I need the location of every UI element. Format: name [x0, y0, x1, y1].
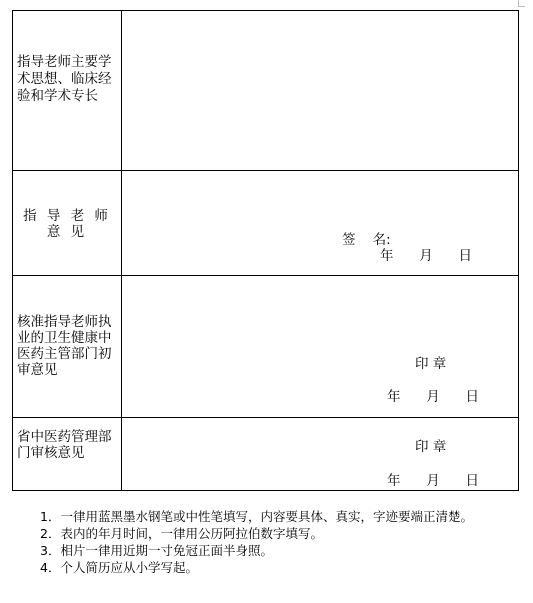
row-label-teacher-opinion [13, 171, 121, 240]
note-item: 1．一律用蓝黑墨水钢笔或中性笔填写，内容要具体、真实，字迹要端正清楚。 [40, 509, 473, 524]
date-line: 年 月 日 [387, 389, 479, 405]
signature-label: 签 名: [342, 232, 391, 248]
form-row-health-dept [13, 276, 519, 418]
row-label-health-dept: 核准指导老师执业的卫生健康中医药主管部门初审意见 [17, 314, 112, 378]
date-line: 年 月 日 [387, 473, 479, 489]
teacher-opinion-cell[interactable] [122, 171, 519, 276]
seal-label: 印 章 [415, 439, 447, 455]
row-label-cell [13, 418, 122, 491]
row-label-province-dept: 省中医药管理部门审核意见 [17, 429, 112, 461]
instructions-notes [12, 508, 522, 576]
note-item: 4．个人简历应从小学写起。 [40, 560, 198, 575]
row-label-cell [13, 11, 122, 171]
row-label-cell [13, 276, 122, 418]
academic-content-cell[interactable] [122, 11, 519, 171]
form-row-province-dept [13, 418, 519, 491]
date-line: 年 月 日 [380, 248, 472, 264]
note-item: 2．表内的年月时间，一律用公历阿拉伯数字填写。 [40, 526, 323, 541]
form-row-academic [13, 11, 519, 171]
province-dept-cell[interactable] [122, 418, 519, 491]
label-line: 意 见 [46, 224, 88, 240]
row-label-cell [13, 171, 122, 276]
form-table [12, 10, 519, 491]
seal-label: 印 章 [415, 356, 447, 372]
form-row-teacher-opinion [13, 171, 519, 276]
health-dept-cell[interactable] [122, 276, 519, 418]
note-item: 3．相片一律用近期一寸免冠正面半身照。 [40, 543, 273, 558]
page-corner-mark [518, 0, 525, 7]
row-label-academic: 指导老师主要学术思想、临床经验和学术专长 [17, 54, 112, 104]
label-line: 指 导 老 师 [23, 208, 111, 224]
